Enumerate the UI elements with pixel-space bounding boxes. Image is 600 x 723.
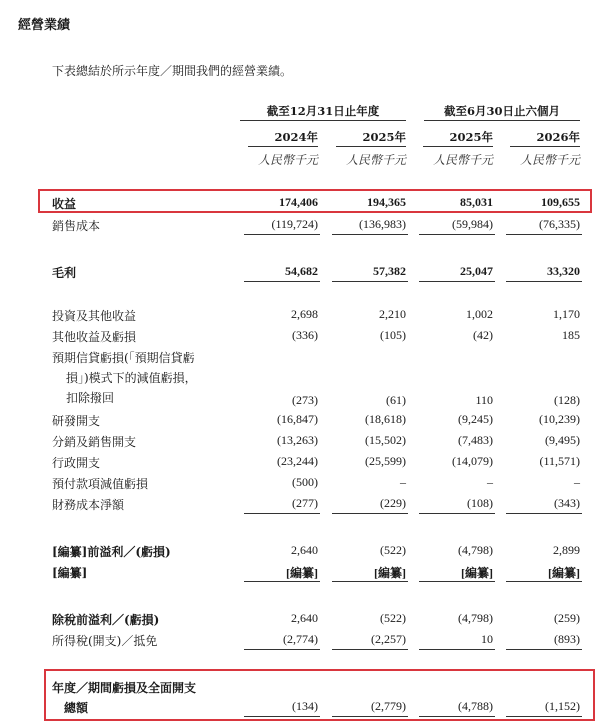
column-year: 2026年 <box>536 130 580 144</box>
row-rule <box>419 281 495 282</box>
row-label: 年度／期間虧損及全面開支 <box>52 681 197 695</box>
row-value: (229) <box>380 496 406 510</box>
row-label: 總額 <box>64 701 89 715</box>
row-rule <box>419 234 495 235</box>
row-value: (23,244) <box>277 454 318 468</box>
row-value: (2,774) <box>283 632 318 646</box>
row-value: (42) <box>473 328 493 342</box>
row-label: 銷售成本 <box>52 219 101 233</box>
row-label: 扣除撥回 <box>66 391 115 405</box>
row-value: (522) <box>380 611 406 625</box>
row-rule <box>419 581 495 582</box>
row-value: 2,899 <box>553 543 580 557</box>
row-value: (15,502) <box>365 433 406 447</box>
column-unit: 人民幣千元 <box>519 153 580 167</box>
row-value: (9,495) <box>545 433 580 447</box>
row-rule <box>332 234 408 235</box>
row-rule <box>506 281 582 282</box>
row-value: (61) <box>386 393 406 407</box>
row-rule <box>506 513 582 514</box>
row-value: 194,365 <box>367 195 406 209</box>
highlight-box-total-loss <box>44 669 595 721</box>
row-value: 2,698 <box>291 307 318 321</box>
row-value: 2,640 <box>291 611 318 625</box>
row-value: (522) <box>380 543 406 557</box>
row-rule <box>244 581 320 582</box>
row-rule <box>419 649 495 650</box>
row-rule <box>506 581 582 582</box>
row-rule <box>332 281 408 282</box>
row-value: 25,047 <box>460 264 493 278</box>
row-value: (273) <box>292 393 318 407</box>
row-value: (7,483) <box>458 433 493 447</box>
row-rule <box>244 649 320 650</box>
row-value: (1,152) <box>545 699 580 713</box>
row-value: 185 <box>562 328 580 342</box>
row-value: (343) <box>554 496 580 510</box>
row-rule <box>244 513 320 514</box>
row-value: 1,002 <box>466 307 493 321</box>
row-value: (893) <box>554 632 580 646</box>
row-value: (59,984) <box>452 217 493 231</box>
row-rule <box>332 513 408 514</box>
column-year-rule <box>336 146 406 147</box>
row-value: – <box>574 475 580 489</box>
row-value: (13,263) <box>277 433 318 447</box>
row-value: (105) <box>380 328 406 342</box>
row-value: (136,983) <box>359 217 406 231</box>
section-title: 經營業績 <box>18 18 71 33</box>
row-value: (336) <box>292 328 318 342</box>
row-value: [編纂] <box>374 566 406 580</box>
highlight-box-revenue <box>38 189 592 213</box>
row-value: (2,779) <box>371 699 406 713</box>
row-value: (4,798) <box>458 611 493 625</box>
row-value: 10 <box>481 632 493 646</box>
row-value: 85,031 <box>460 195 493 209</box>
row-value: 2,210 <box>379 307 406 321</box>
row-rule <box>332 581 408 582</box>
row-value: [編纂] <box>286 566 318 580</box>
row-value: (9,245) <box>458 412 493 426</box>
row-label: 其他收益及虧損 <box>52 330 137 344</box>
column-year: 2024年 <box>274 130 318 144</box>
row-value: (108) <box>467 496 493 510</box>
row-value: (10,239) <box>539 412 580 426</box>
row-value: – <box>400 475 406 489</box>
row-value: 174,406 <box>279 195 318 209</box>
row-label: 分銷及銷售開支 <box>52 435 137 449</box>
row-label: 除稅前溢利／(虧損) <box>52 613 160 627</box>
column-year: 2025年 <box>362 130 406 144</box>
row-value: (18,618) <box>365 412 406 426</box>
column-unit: 人民幣千元 <box>432 153 493 167</box>
row-value: 54,682 <box>285 264 318 278</box>
column-year-rule <box>510 146 580 147</box>
row-label: 預期信貸虧損(「預期信貸虧 <box>52 351 195 365</box>
row-value: (76,335) <box>539 217 580 231</box>
column-unit: 人民幣千元 <box>345 153 406 167</box>
column-unit: 人民幣千元 <box>257 153 318 167</box>
column-year-rule <box>423 146 493 147</box>
row-label: 毛利 <box>52 266 77 280</box>
row-value: 109,655 <box>541 195 580 209</box>
group-header-rule <box>424 120 580 121</box>
row-label: 收益 <box>52 197 77 211</box>
row-label: 研發開支 <box>52 414 101 428</box>
row-label: 預付款項減值虧損 <box>52 477 149 491</box>
row-value: 2,640 <box>291 543 318 557</box>
group-header-year: 截至12月31日止年度 <box>266 104 380 118</box>
row-value: 110 <box>475 393 493 407</box>
row-rule <box>332 649 408 650</box>
row-value: (16,847) <box>277 412 318 426</box>
row-value: (11,571) <box>539 454 580 468</box>
row-value: (4,798) <box>458 543 493 557</box>
row-rule <box>244 281 320 282</box>
row-label: 損」)模式下的減值虧損， <box>66 371 197 385</box>
column-year: 2025年 <box>449 130 493 144</box>
row-value: [編纂] <box>461 566 493 580</box>
row-label: 財務成本淨額 <box>52 498 125 512</box>
row-value: (25,599) <box>365 454 406 468</box>
row-value: (500) <box>292 475 318 489</box>
row-label: 所得稅(開支)／抵免 <box>52 634 158 648</box>
row-value: (14,079) <box>452 454 493 468</box>
row-rule <box>244 234 320 235</box>
row-label: [編纂] <box>52 566 88 580</box>
row-label: [編纂]前溢利／(虧損) <box>52 545 171 559</box>
row-value: 1,170 <box>553 307 580 321</box>
row-value: (128) <box>554 393 580 407</box>
row-value: [編纂] <box>548 566 580 580</box>
intro-text: 下表總結於所示年度／期間我們的經營業績。 <box>52 64 293 78</box>
column-year-rule <box>248 146 318 147</box>
row-label: 行政開支 <box>52 456 101 470</box>
row-value: (119,724) <box>271 217 318 231</box>
row-value: (277) <box>292 496 318 510</box>
row-rule <box>506 234 582 235</box>
group-header-six-months: 截至6月30日止六個月 <box>443 104 560 118</box>
row-value: 57,382 <box>373 264 406 278</box>
row-value: (4,788) <box>458 699 493 713</box>
row-value: 33,320 <box>547 264 580 278</box>
row-rule <box>506 649 582 650</box>
row-value: (2,257) <box>371 632 406 646</box>
row-label: 投資及其他收益 <box>52 309 137 323</box>
group-header-rule <box>240 120 406 121</box>
row-rule <box>419 513 495 514</box>
row-value: (134) <box>292 699 318 713</box>
row-value: – <box>487 475 493 489</box>
row-value: (259) <box>554 611 580 625</box>
